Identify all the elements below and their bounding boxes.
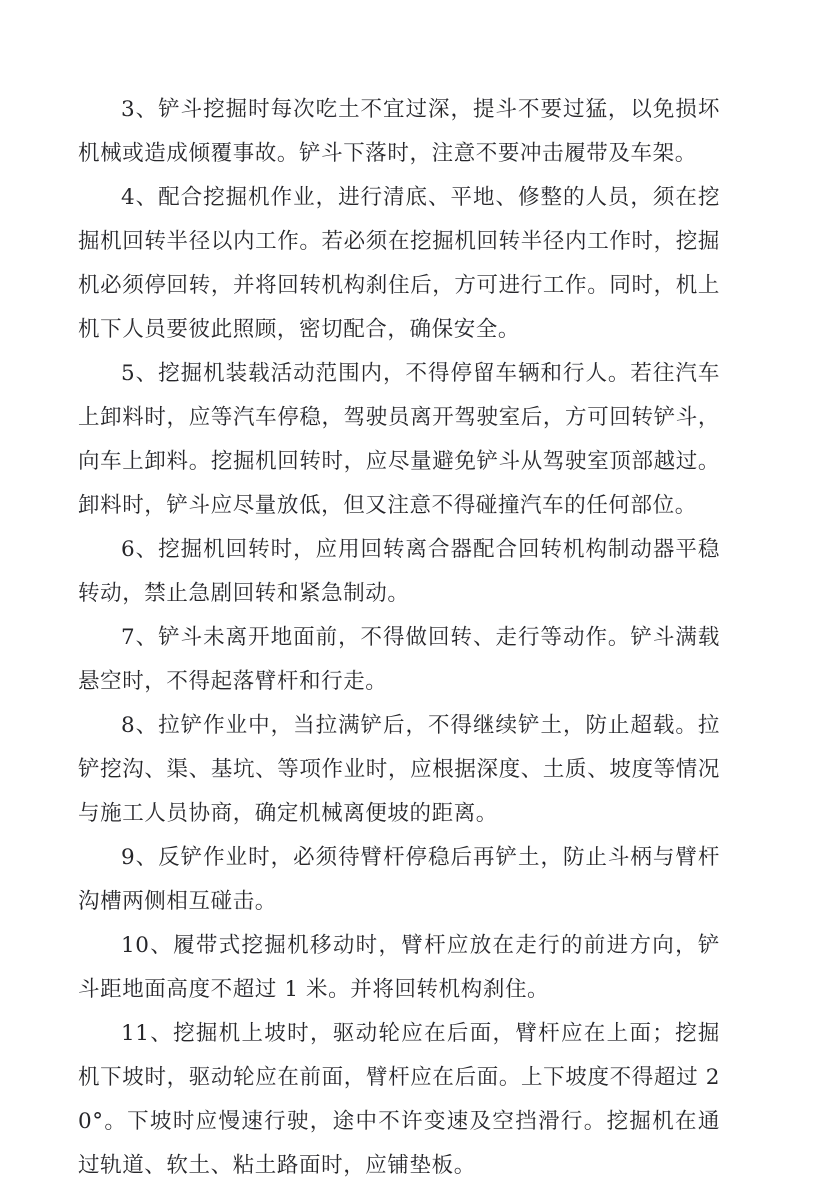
document-body xyxy=(78,88,720,1188)
paragraph-item-9: 9、反铲作业时，必须待臂杆停稳后再铲土，防止斗柄与臂杆沟槽两侧相互碰击。 xyxy=(78,845,720,914)
paragraph-item-3: 3、铲斗挖掘时每次吃土不宜过深，提斗不要过猛，以免损坏机械或造成倾覆事故。铲斗下落时，注意不要冲击履带及车架。 xyxy=(78,97,720,166)
paragraph-item-7: 7、铲斗未离开地面前，不得做回转、走行等动作。铲斗满载悬空时，不得起落臂杆和行走。 xyxy=(78,625,720,694)
paragraph-item-11: 11、挖掘机上坡时，驱动轮应在后面，臂杆应在上面；挖掘机下坡时，驱动轮应在前面，臂杆应在后面。上下坡度不得超过 20°。下坡时应慢速行驶，途中不许变速及空挡滑行。挖掘机在通过轨道、软土、粘土路面时，应铺垫板。 xyxy=(78,1021,720,1178)
paragraph-item-10: 10、履带式挖掘机移动时，臂杆应放在走行的前进方向，铲斗距地面高度不超过 1 米。并将回转机构刹住。 xyxy=(78,933,720,1002)
paragraph-item-4: 4、配合挖掘机作业，进行清底、平地、修整的人员，须在挖掘机回转半径以内工作。若必须在挖掘机回转半径内工作时，挖掘机必须停回转，并将回转机构刹住后，方可进行工作。同时，机上机下人员要彼此照顾，密切配合，确保安全。 xyxy=(78,185,720,342)
paragraph-item-8: 8、拉铲作业中，当拉满铲后，不得继续铲土，防止超载。拉铲挖沟、渠、基坑、等项作业时，应根据深度、土质、坡度等情况与施工人员协商，确定机械离便坡的距离。 xyxy=(78,713,720,826)
paragraph-item-5: 5、挖掘机装载活动范围内，不得停留车辆和行人。若往汽车上卸料时，应等汽车停稳，驾驶员离开驾驶室后，方可回转铲斗，向车上卸料。挖掘机回转时，应尽量避免铲斗从驾驶室顶部越过。卸料时，铲斗应尽量放低，但又注意不得碰撞汽车的任何部位。 xyxy=(78,361,720,518)
paragraph-item-6: 6、挖掘机回转时，应用回转离合器配合回转机构制动器平稳转动，禁止急剧回转和紧急制动。 xyxy=(78,537,720,606)
